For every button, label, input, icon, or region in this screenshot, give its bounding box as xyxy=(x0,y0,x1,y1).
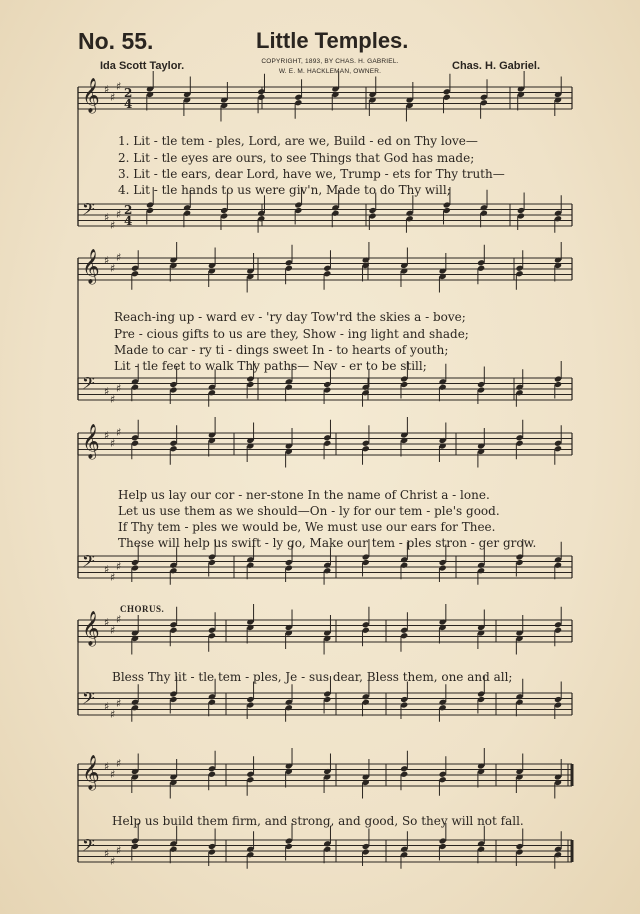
sharp-icon: ♯ xyxy=(116,757,122,770)
sharp-icon: ♯ xyxy=(116,80,122,93)
treble-clef-icon: 𝄞 xyxy=(82,249,100,284)
lyric-chorus-1: Bless Thy lit - tle tem - ples, Je - sus dear, Bless them, one and all; xyxy=(112,670,513,684)
sharp-icon: ♯ xyxy=(104,254,110,267)
lyric-s1-v4: 4. Lit - tle hands to us were giv'n, Made to do Thy will; xyxy=(118,183,451,197)
bass-clef-icon: 𝄢 xyxy=(82,688,95,712)
treble-clef-icon: 𝄞 xyxy=(82,611,100,646)
sharp-icon: ♯ xyxy=(116,560,122,573)
lyric-s2-v2: Pre - cious gifts to us are they, Show - ing light and shade; xyxy=(114,327,469,341)
hymn-title: Little Temples. xyxy=(256,28,409,53)
bass-clef-icon: 𝄢 xyxy=(82,373,95,397)
sharp-icon: ♯ xyxy=(116,382,122,395)
lyric-s2-v3: Made to car - ry ti - dings sweet In - to hearts of youth; xyxy=(114,343,449,357)
bass-clef-icon: 𝄢 xyxy=(82,551,95,575)
sharp-icon: ♯ xyxy=(116,613,122,626)
sharp-icon: ♯ xyxy=(116,844,122,857)
sharp-icon: ♯ xyxy=(116,697,122,710)
sharp-icon: ♯ xyxy=(104,760,110,773)
sharp-icon: ♯ xyxy=(110,437,116,450)
sharp-icon: ♯ xyxy=(104,847,110,860)
copyright-line-1: COPYRIGHT, 1893, BY CHAS. H. GABRIEL. xyxy=(261,58,399,65)
lyric-s2-v1: Reach-ing up - ward ev - 'ry day Tow'rd the skies a - bove; xyxy=(114,310,466,324)
lyric-chorus-2: Help us build them firm, and strong, and good, So they will not fall. xyxy=(112,814,524,828)
chorus-label: CHORUS. xyxy=(120,604,165,614)
lyric-s1-v3: 3. Lit - tle ears, dear Lord, have we, Trump - ets for Thy truth— xyxy=(118,167,505,181)
sharp-icon: ♯ xyxy=(116,251,122,264)
lyric-s3-v2: Let us use them as we should—On - ly for our tem - ple's good. xyxy=(118,504,500,518)
sharp-icon: ♯ xyxy=(110,624,116,637)
sharp-icon: ♯ xyxy=(110,708,116,721)
time-signature-bottom: 4 xyxy=(124,97,133,111)
lyric-s3-v1: Help us lay our cor - ner-stone In the name of Christ a - lone. xyxy=(118,488,490,502)
treble-clef-icon: 𝄞 xyxy=(82,78,100,113)
sharp-icon: ♯ xyxy=(116,208,122,221)
lyric-s3-v3: If Thy tem - ples we would be, We must use our ears for Thee. xyxy=(118,520,496,534)
sharp-icon: ♯ xyxy=(110,855,116,868)
time-signature-top: 2 xyxy=(124,86,133,100)
bass-clef-icon: 𝄢 xyxy=(82,835,95,859)
sharp-icon: ♯ xyxy=(104,385,110,398)
sharp-icon: ♯ xyxy=(110,262,116,275)
treble-clef-icon: 𝄞 xyxy=(82,755,100,790)
sharp-icon: ♯ xyxy=(104,700,110,713)
time-signature-bottom: 4 xyxy=(124,214,133,228)
copyright-line-2: W. E. M. HACKLEMAN, OWNER. xyxy=(278,68,382,75)
sharp-icon: ♯ xyxy=(104,83,110,96)
sharp-icon: ♯ xyxy=(116,426,122,439)
sharp-icon: ♯ xyxy=(104,563,110,576)
treble-clef-icon: 𝄞 xyxy=(82,424,100,459)
bass-clef-icon: 𝄢 xyxy=(82,199,95,223)
lyric-s1-v2: 2. Lit - tle eyes are ours, to see Things that God has made; xyxy=(118,151,475,165)
time-signature-top: 2 xyxy=(124,203,133,217)
sharp-icon: ♯ xyxy=(110,219,116,232)
sharp-icon: ♯ xyxy=(110,571,116,584)
sharp-icon: ♯ xyxy=(110,393,116,406)
sharp-icon: ♯ xyxy=(104,211,110,224)
lyric-s2-v4: Lit - tle feet to walk Thy paths— Nev - er to be still; xyxy=(114,359,427,373)
sharp-icon: ♯ xyxy=(104,616,110,629)
sharp-icon: ♯ xyxy=(110,91,116,104)
hymn-number: No. 55. xyxy=(78,28,154,54)
composer: Chas. H. Gabriel. xyxy=(452,60,541,72)
sharp-icon: ♯ xyxy=(110,768,116,781)
lyricist: Ida Scott Taylor. xyxy=(100,60,185,72)
sharp-icon: ♯ xyxy=(104,429,110,442)
lyric-s3-v4: These will help us swift - ly go, Make our tem - ples stron - ger grow. xyxy=(118,536,537,550)
lyric-s1-v1: 1. Lit - tle tem - ples, Lord, are we, Build - ed on Thy love— xyxy=(118,134,478,148)
